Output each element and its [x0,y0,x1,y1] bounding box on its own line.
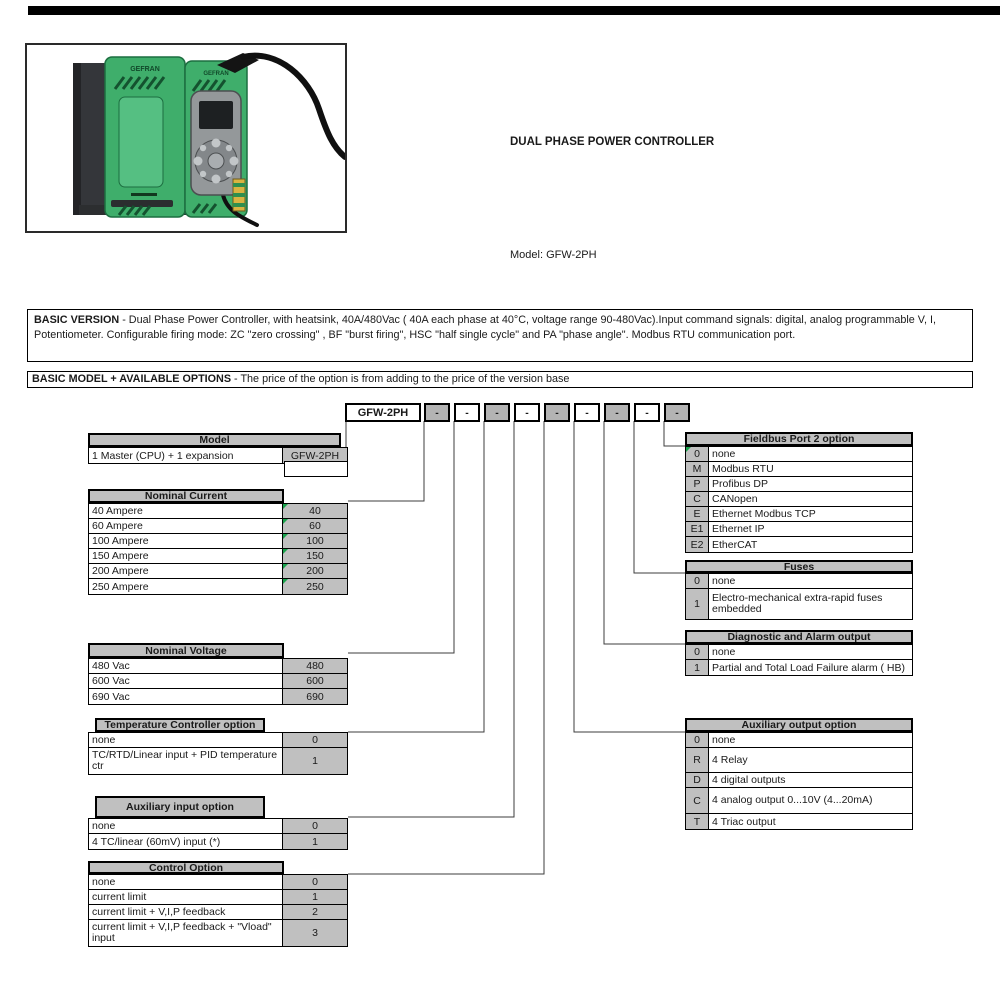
table-row [89,905,347,920]
option-code-cell [282,579,347,594]
option-code-box-5 [544,403,570,422]
options-title: BASIC MODEL + AVAILABLE OPTIONS [32,373,232,385]
option-code-cell [282,875,347,889]
fuses-table [685,573,913,620]
code-value: C [693,493,701,505]
placeholder-dash: - [675,406,679,419]
fuses-table-header: Fuses [685,560,913,573]
table-row [89,733,347,748]
table-row [686,574,912,589]
option-code-cell [686,447,709,461]
table-row [686,537,912,552]
corner-marker-icon [283,534,288,539]
table-row [89,579,347,594]
option-label-cell: none [92,820,116,832]
option-label-cell: 480 Vac [92,660,130,672]
product-image-frame [25,43,347,233]
option-label-cell: Ethernet Modbus TCP [712,508,816,520]
option-label-cell: none [712,448,736,460]
table-row [89,564,347,579]
table-row [686,522,912,537]
brand-label: GEFRAN [203,71,229,77]
option-code-cell [282,564,347,578]
table-row [89,748,347,774]
table-row [686,645,912,660]
model-table-empty-code-cell [284,461,348,477]
code-value: R [693,754,701,766]
nominal-voltage-table [88,658,348,705]
corner-marker-icon [283,564,288,569]
code-value: E2 [690,538,704,551]
control-option-table-header: Control Option [88,861,284,874]
code-value: 0 [312,820,318,832]
option-code-cell [686,589,709,619]
table-row [89,504,347,519]
option-label-cell: 690 Vac [92,690,130,703]
corner-marker-icon [283,579,288,584]
table-row [89,674,347,689]
option-code-cell [282,534,347,548]
table-row [89,659,347,674]
table-row [89,920,347,946]
option-code-cell [686,645,709,659]
auxiliary-input-table [88,818,348,850]
temperature-controller-table [88,732,348,775]
code-value: 100 [306,535,324,547]
table-row [89,834,347,849]
option-label-cell: none [92,734,116,746]
placeholder-dash: - [585,406,589,419]
diagnostic-alarm-table [685,644,913,676]
option-code-cell [686,574,709,588]
corner-marker-icon [686,447,691,452]
option-code-box-6 [574,403,600,422]
option-label-cell: TC/RTD/Linear input + PID temperature ctr [92,748,278,772]
option-label-cell: Electro-mechanical extra-rapid fuses embedded [712,591,883,615]
basic-version-text: - Dual Phase Power Controller, with heatsink, 40A/480Vac ( 40A each phase at 40°C, voltage range 90-480Vac).Input command signals: digital, analog programmable V, I, Potentiometer. Configurable firing mode: ZC "zero crossing" , BF "burst firing", HSC "half single cycle" and PA "phase angle". Modbus RTU communication port. [34,314,936,341]
code-value: 1 [694,661,700,674]
table-row [686,462,912,477]
option-label-cell: 1 Master (CPU) + 1 expansion [92,449,234,462]
code-value: 150 [306,550,324,562]
option-label-cell: 40 Ampere [92,505,143,517]
code-value: E1 [690,523,704,535]
code-value: 60 [309,520,321,532]
table-row [89,890,347,905]
option-label-cell: Ethernet IP [712,523,765,535]
option-code-box-4 [514,403,540,422]
option-label-cell: current limit + V,I,P feedback + "Vload" input [92,920,272,944]
table-row [686,507,912,522]
auxiliary-output-table [685,732,913,830]
nominal-current-table-header: Nominal Current [88,489,284,503]
top-rule [28,6,1000,15]
code-value: 1 [312,891,318,903]
option-label-cell: Partial and Total Load Failure alarm ( HB) [712,661,905,674]
table-row [686,814,912,829]
code-value: C [693,794,701,807]
options-note [27,371,973,388]
option-code-cell [686,477,709,491]
option-label-cell: 60 Ampere [92,520,143,532]
code-value: 0 [694,734,700,746]
option-code-cell [282,748,347,774]
brand-label: GEFRAN [130,66,160,73]
auxiliary-output-table-header: Auxiliary output option [685,718,913,732]
placeholder-dash: - [465,406,469,419]
table-row [89,689,347,704]
option-code-cell [282,519,347,533]
code-value: P [693,478,701,490]
code-value: 1 [312,835,318,848]
table-row [89,875,347,890]
code-value: 1 [694,598,700,610]
option-label-cell: Modbus RTU [712,463,774,475]
option-code-cell [282,890,347,904]
option-code-box-3 [484,403,510,422]
option-label-cell: 600 Vac [92,675,130,687]
option-label-cell: none [92,876,116,888]
option-code-cell [282,504,347,518]
option-code-box-2 [454,403,480,422]
option-code-cell [282,905,347,919]
code-value: 480 [306,660,324,672]
table-row [89,534,347,549]
code-value: 600 [306,675,324,687]
code-value: 0 [312,876,318,888]
table-row [89,549,347,564]
option-code-cell [686,507,709,521]
option-code-box-7 [604,403,630,422]
option-label-cell: none [712,575,736,587]
table-row [686,589,912,619]
nominal-current-table [88,503,348,595]
table-row [686,788,912,814]
option-code-cell [686,537,709,552]
nominal-voltage-table-header: Nominal Voltage [88,643,284,658]
basic-version-title: BASIC VERSION [34,314,120,326]
placeholder-dash: - [495,406,499,419]
fieldbus-table [685,446,913,553]
temperature-controller-table-header: Temperature Controller option [95,718,265,732]
option-code-cell [686,492,709,506]
code-value: 200 [306,565,324,577]
option-code-cell [282,819,347,833]
table-row [686,447,912,462]
option-label-cell: 250 Ampere [92,580,149,593]
model-table-header: Model [88,433,341,447]
placeholder-dash: - [555,406,559,419]
option-label-cell: current limit [92,891,147,903]
table-row [89,819,347,834]
code-value: 40 [309,505,321,517]
code-value: GFW-2PH [290,449,340,462]
code-value: E [693,508,701,520]
corner-marker-icon [283,504,288,509]
option-label-cell: Profibus DP [712,478,769,490]
option-label-cell: 4 TC/linear (60mV) input (*) [92,835,221,848]
base-model-box [345,403,421,422]
option-label-cell: 150 Ampere [92,550,149,562]
option-code-cell [686,522,709,536]
option-code-cell [686,773,709,787]
code-value: 0 [312,734,318,746]
code-value: 0 [694,448,700,460]
base-model-code: GFW-2PH [357,406,409,419]
option-code-cell [686,733,709,747]
model-caption: Model: GFW-2PH [510,249,597,261]
option-code-cell [686,462,709,476]
option-label-cell: none [712,734,736,746]
option-label-cell: EtherCAT [712,538,758,551]
terminal-strip [233,179,245,211]
table-row [686,660,912,675]
option-label-cell: current limit + V,I,P feedback [92,906,226,918]
corner-marker-icon [283,549,288,554]
code-value: D [693,774,701,786]
option-code-cell [686,748,709,772]
option-label-cell: 4 Triac output [712,815,776,828]
table-row [686,773,912,788]
option-code-cell [686,814,709,829]
option-code-cell [282,834,347,849]
placeholder-dash: - [435,406,439,419]
code-value: 2 [312,906,318,918]
option-code-box-9 [664,403,690,422]
placeholder-dash: - [615,406,619,419]
option-code-box-1 [424,403,450,422]
control-option-table [88,874,348,947]
table-row [89,519,347,534]
diagnostic-alarm-table-header: Diagnostic and Alarm output [685,630,913,644]
option-code-cell [282,659,347,673]
auxiliary-input-table-header: Auxiliary input option [95,796,265,818]
option-label-cell: 100 Ampere [92,535,149,547]
placeholder-dash: - [525,406,529,419]
options-text: - The price of the option is from adding to the price of the version base [231,373,570,385]
product-photo [27,45,345,231]
code-value: 0 [694,646,700,658]
corner-marker-icon [283,519,288,524]
code-value: 0 [694,575,700,587]
option-code-cell [282,674,347,688]
placeholder-dash: - [645,406,649,419]
option-code-cell [282,733,347,747]
option-code-cell [686,788,709,813]
option-label-cell: CANopen [712,493,758,505]
option-code-cell [282,689,347,704]
table-row [686,477,912,492]
option-label-cell: 4 Relay [712,754,748,766]
table-row [686,748,912,773]
power-unit-left [105,57,185,217]
fieldbus-table-header: Fieldbus Port 2 option [685,432,913,446]
option-code-box-8 [634,403,660,422]
option-label-cell: none [712,646,736,658]
table-row [686,492,912,507]
code-value: 3 [312,927,318,939]
option-code-cell [282,549,347,563]
page-title: DUAL PHASE POWER CONTROLLER [510,136,715,148]
option-code-cell [282,920,347,946]
option-label-cell: 4 digital outputs [712,774,786,786]
table-row [686,733,912,748]
option-label-cell: 4 analog output 0...10V (4...20mA) [712,793,873,806]
code-value: 690 [306,690,324,703]
option-label-cell: 200 Ampere [92,565,149,577]
code-value: T [693,815,701,828]
basic-version-note [27,309,973,362]
code-value: 1 [312,755,318,767]
code-value: 250 [306,580,324,593]
code-value: M [692,463,702,475]
option-code-cell [686,660,709,675]
